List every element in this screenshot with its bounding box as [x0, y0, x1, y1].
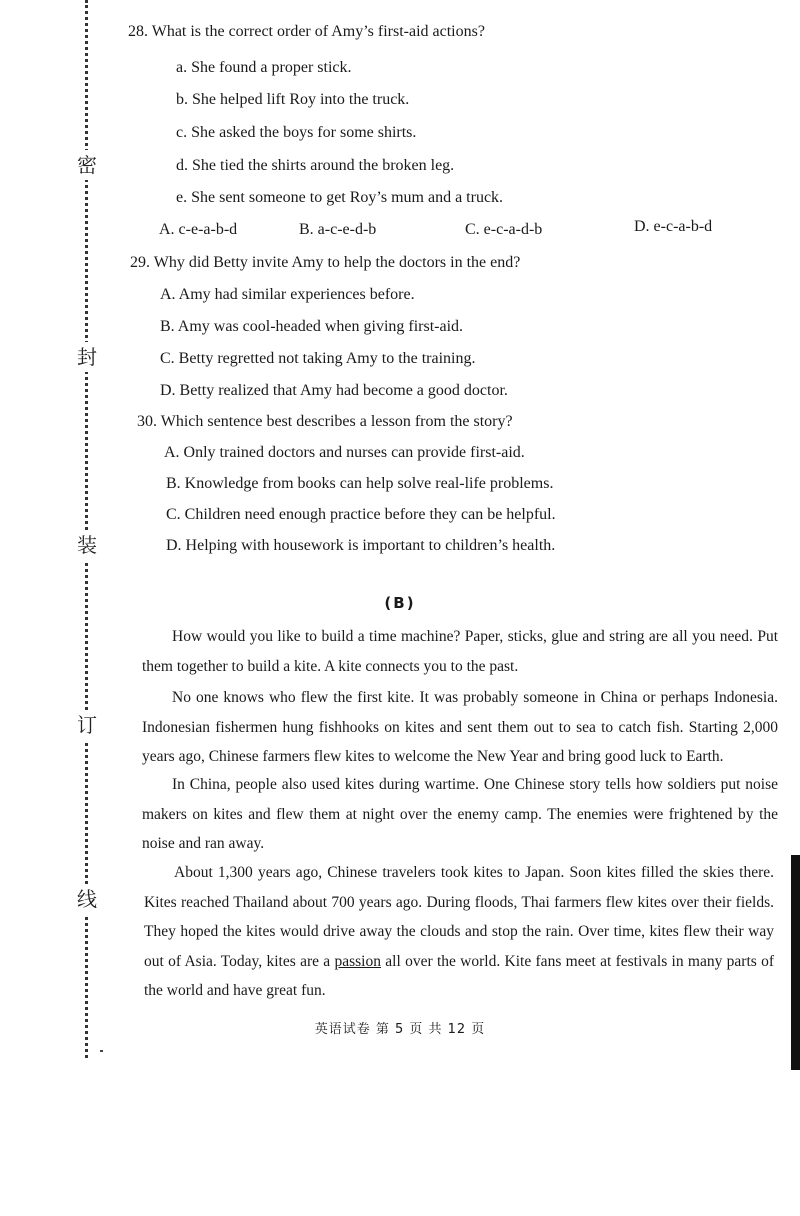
q29-option-d: D. Betty realized that Amy had become a good doctor. [160, 382, 508, 399]
question-30: 30. Which sentence best describes a lesson from the story? [137, 413, 513, 430]
seal-char-zhuang: 装 [74, 530, 100, 560]
question-29: 29. Why did Betty invite Amy to help the doctors in the end? [130, 254, 521, 271]
seal-char-ding: 订 [74, 710, 100, 740]
binding-margin [0, 0, 120, 1060]
passage-paragraph-1 [142, 622, 778, 681]
q30-option-d: D. Helping with housework is important to children’s health. [166, 537, 556, 554]
q28-step-a: a. She found a proper stick. [176, 59, 352, 76]
page-footer: 英语试卷 第 5 页 共 12 页 [314, 1022, 486, 1037]
passage-paragraph-3-text: In China, people also used kites during wartime. One Chinese story tells how soldiers put noise makers on kites and flew them at night over the enemy camp. The enemies were frightened by the noise and ran away. [142, 776, 778, 852]
q28-step-c: c. She asked the boys for some shirts. [176, 124, 417, 141]
passage-paragraph-2-text: No one knows who flew the first kite. It was probably someone in China or perhaps Indonesia. Indonesian fishermen hung fishhooks on kites and sent them out to sea to catch fish. Starting 2,000 years ago, Chinese farmers flew kites to welcome the New Year and bring good luck to Earth. [142, 689, 778, 765]
passage-paragraph-4-before: About 1,300 years ago, Chinese travelers took kites to Japan. Soon kites filled the skies there. Kites reached Thailand about 700 years ago. During floods, Thai farmers flew kites over their fields. They hoped the kites would drive away the clouds and stop the rain. Over time, kites flew their way out of Asia. Today, kites are a [144, 864, 774, 970]
scan-edge-shadow [791, 855, 800, 1070]
seal-char-feng: 封 [74, 342, 100, 372]
q28-step-d: d. She tied the shirts around the broken leg. [176, 157, 455, 174]
passage-paragraph-1-text: How would you like to build a time machine? Paper, sticks, glue and string are all you need. Put them together to build a kite. A kite connects you to the past. [142, 628, 778, 675]
passage-paragraph-3 [142, 770, 778, 859]
q29-option-a: A. Amy had similar experiences before. [160, 286, 415, 303]
q28-option-a: A. c-e-a-b-d [159, 221, 238, 238]
question-28: 28. What is the correct order of Amy’s first-aid actions? [128, 23, 485, 40]
passage-paragraph-4 [144, 858, 774, 1006]
q30-option-c: C. Children need enough practice before they can be helpful. [166, 506, 556, 523]
seal-char-xian: 线 [74, 884, 100, 914]
q28-option-b: B. a-c-e-d-b [299, 221, 377, 238]
q30-option-b: B. Knowledge from books can help solve real-life problems. [166, 475, 554, 492]
q28-option-c: C. e-c-a-d-b [465, 221, 543, 238]
passage-paragraph-2 [142, 683, 778, 772]
q29-option-b: B. Amy was cool-headed when giving first-aid. [160, 318, 464, 335]
q29-option-c: C. Betty regretted not taking Amy to the training. [160, 350, 476, 367]
passage-paragraph-4-after: all over the world. Kite fans meet at festivals in many parts of the world and have great fun. [144, 952, 774, 999]
q30-option-a: A. Only trained doctors and nurses can provide first-aid. [164, 444, 525, 461]
margin-tick [100, 1050, 103, 1052]
section-b-heading: (B) [384, 594, 416, 612]
q28-step-e: e. She sent someone to get Roy’s mum and a truck. [176, 189, 504, 206]
seal-char-mi: 密 [74, 150, 100, 180]
underlined-word-passion: passion [334, 952, 381, 970]
q28-step-b: b. She helped lift Roy into the truck. [176, 91, 410, 108]
q28-option-d: D. e-c-a-b-d [634, 218, 713, 235]
